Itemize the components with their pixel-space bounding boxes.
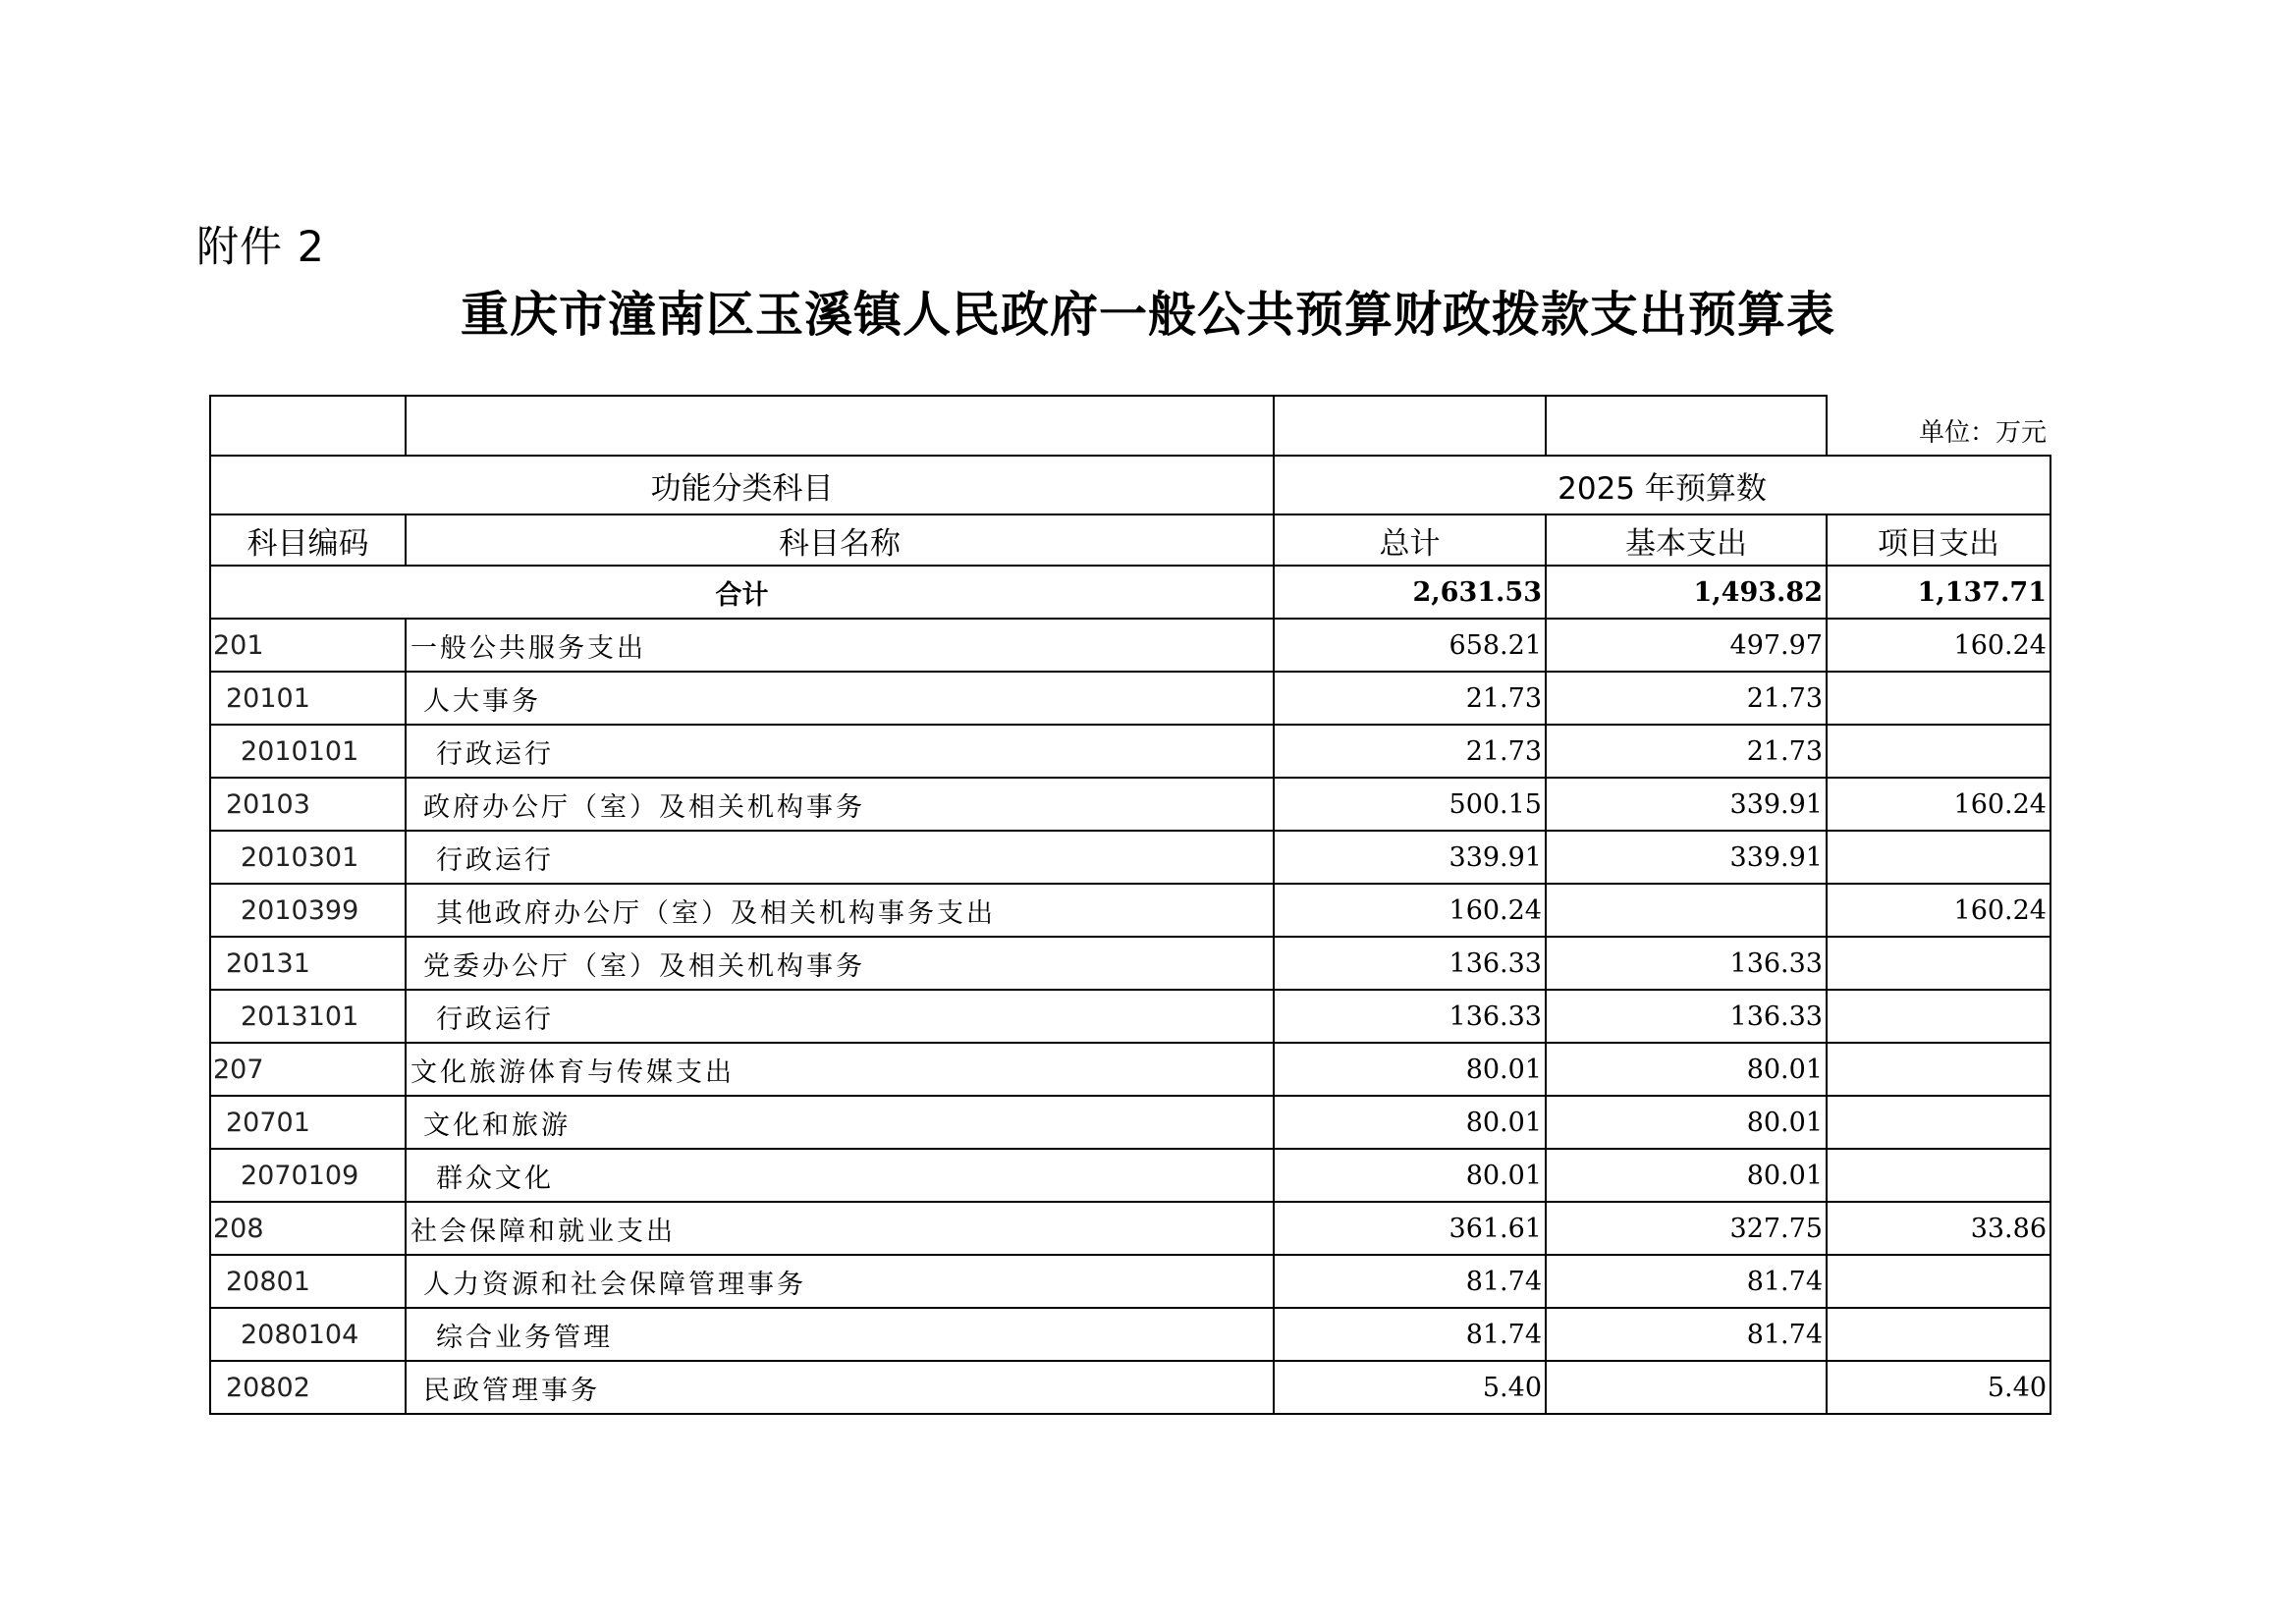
total-row [210,566,2050,619]
subject-code: 20101 [210,672,406,725]
subject-code: 2080104 [210,1308,406,1361]
project-value [1827,1308,2050,1361]
total-value: 658.21 [1274,619,1546,672]
basic-value: 136.33 [1546,937,1827,990]
unit-label: 单位：万元 [1827,396,2050,456]
basic-column-header: 基本支出 [1546,514,1827,566]
table-row [210,831,2050,884]
basic-value: 81.74 [1546,1308,1827,1361]
total-value: 361.61 [1274,1202,1546,1255]
total-sum-value: 2,631.53 [1274,566,1546,619]
table-row [210,1361,2050,1414]
basic-value: 80.01 [1546,1096,1827,1149]
subject-name: 群众文化 [406,1149,1274,1202]
basic-value: 327.75 [1546,1202,1827,1255]
subject-name: 行政运行 [406,725,1274,778]
subject-code: 2010301 [210,831,406,884]
total-value: 80.01 [1274,1096,1546,1149]
subject-name: 其他政府办公厅（室）及相关机构事务支出 [406,884,1274,937]
basic-value: 21.73 [1546,725,1827,778]
project-value: 160.24 [1827,619,2050,672]
project-value [1827,1043,2050,1096]
subject-name: 民政管理事务 [406,1361,1274,1414]
basic-value: 339.91 [1546,778,1827,831]
basic-value: 81.74 [1546,1255,1827,1308]
subject-code: 20131 [210,937,406,990]
project-value [1827,937,2050,990]
subject-code: 208 [210,1202,406,1255]
table-row [210,778,2050,831]
blank-cell [1546,396,1827,456]
attachment-label: 附件 2 [196,223,326,272]
table-row [210,1202,2050,1255]
basic-value: 497.97 [1546,619,1827,672]
table-row [210,725,2050,778]
blank-cell [406,396,1274,456]
total-value: 339.91 [1274,831,1546,884]
total-value: 80.01 [1274,1043,1546,1096]
table-row [210,884,2050,937]
group-header-row [210,456,2050,514]
table-row [210,619,2050,672]
project-value [1827,1096,2050,1149]
total-value: 81.74 [1274,1255,1546,1308]
name-column-header: 科目名称 [406,514,1274,566]
project-value: 160.24 [1827,884,2050,937]
project-value [1827,672,2050,725]
table-row [210,1255,2050,1308]
total-label: 合计 [210,566,1274,619]
subject-code: 20801 [210,1255,406,1308]
table-row [210,1043,2050,1096]
project-value: 33.86 [1827,1202,2050,1255]
subject-code: 201 [210,619,406,672]
project-value [1827,1149,2050,1202]
subject-name: 社会保障和就业支出 [406,1202,1274,1255]
blank-cell [210,396,406,456]
page-title: 重庆市潼南区玉溪镇人民政府一般公共预算财政拨款支出预算表 [460,286,1835,343]
total-value: 136.33 [1274,937,1546,990]
subject-code: 20103 [210,778,406,831]
total-value: 81.74 [1274,1308,1546,1361]
subject-code: 20802 [210,1361,406,1414]
budget-year-header: 2025 年预算数 [1274,456,2050,514]
project-value [1827,725,2050,778]
column-header-row [210,514,2050,566]
table-row [210,1149,2050,1202]
subject-name: 文化和旅游 [406,1096,1274,1149]
subject-code: 2013101 [210,990,406,1043]
table-row [210,990,2050,1043]
project-value: 5.40 [1827,1361,2050,1414]
table-row [210,672,2050,725]
total-value: 5.40 [1274,1361,1546,1414]
subject-name: 政府办公厅（室）及相关机构事务 [406,778,1274,831]
budget-table [209,395,2051,1415]
subject-name: 行政运行 [406,831,1274,884]
unit-row [210,396,2050,456]
subject-code: 207 [210,1043,406,1096]
total-project-value: 1,137.71 [1827,566,2050,619]
project-value [1827,831,2050,884]
basic-value [1546,1361,1827,1414]
total-value: 500.15 [1274,778,1546,831]
subject-name: 行政运行 [406,990,1274,1043]
total-value: 21.73 [1274,672,1546,725]
subject-name: 文化旅游体育与传媒支出 [406,1043,1274,1096]
code-column-header: 科目编码 [210,514,406,566]
total-value: 80.01 [1274,1149,1546,1202]
project-value [1827,990,2050,1043]
basic-value: 136.33 [1546,990,1827,1043]
subject-code: 2070109 [210,1149,406,1202]
subject-code: 20701 [210,1096,406,1149]
total-column-header: 总计 [1274,514,1546,566]
project-column-header: 项目支出 [1827,514,2050,566]
project-value [1827,1255,2050,1308]
subject-name: 党委办公厅（室）及相关机构事务 [406,937,1274,990]
subject-code: 2010399 [210,884,406,937]
basic-value: 339.91 [1546,831,1827,884]
blank-cell [1274,396,1546,456]
subject-name: 一般公共服务支出 [406,619,1274,672]
subject-name: 综合业务管理 [406,1308,1274,1361]
functional-category-header: 功能分类科目 [210,456,1274,514]
table-row [210,1096,2050,1149]
total-value: 160.24 [1274,884,1546,937]
total-value: 21.73 [1274,725,1546,778]
basic-value: 21.73 [1546,672,1827,725]
subject-code: 2010101 [210,725,406,778]
basic-value: 80.01 [1546,1149,1827,1202]
basic-value [1546,884,1827,937]
table-row [210,937,2050,990]
total-basic-value: 1,493.82 [1546,566,1827,619]
total-value: 136.33 [1274,990,1546,1043]
subject-name: 人力资源和社会保障管理事务 [406,1255,1274,1308]
project-value: 160.24 [1827,778,2050,831]
table-row [210,1308,2050,1361]
subject-name: 人大事务 [406,672,1274,725]
basic-value: 80.01 [1546,1043,1827,1096]
